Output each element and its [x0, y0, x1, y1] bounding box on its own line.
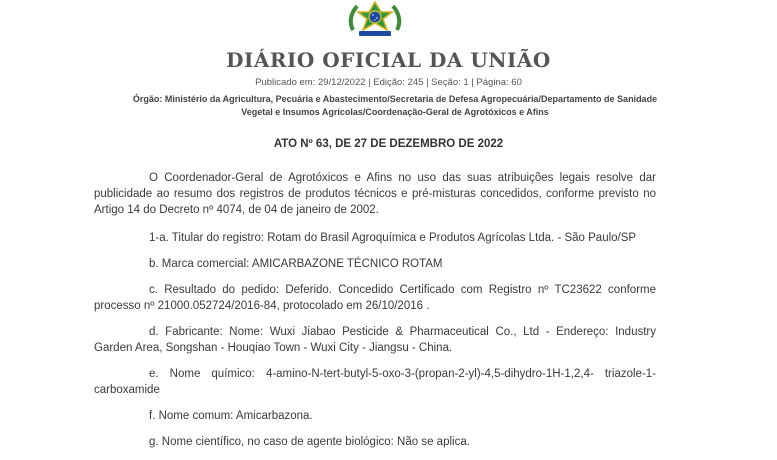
orgao-info — [95, 93, 695, 119]
paragraph-scientific-name: g. Nome científico, no caso de agente biológico: Não se aplica. — [149, 436, 470, 448]
act-body — [94, 170, 656, 460]
paragraph-chemical-name: e. Nome químico: 4-amino-N-tert-butyl-5-oxo-3-(propan-2-yl)-4,5-dihydro-1H-1,2,4- triazole-1-carboxamide — [94, 368, 656, 396]
page-title: DIÁRIO OFICIAL DA UNIÃO — [226, 48, 551, 72]
brazil-coat-of-arms-icon — [345, 0, 405, 38]
intro-paragraph: O Coordenador-Geral de Agrotóxicos e Afins no uso das suas atribuições legais resolve dar publicidade ao resumo dos registros de produtos técnicos e pré-misturas concedidos, conforme previsto no Artigo 14 do Decreto nº 4074, de 04 de janeiro de 2002. — [94, 172, 656, 216]
paragraph-registrant: 1-a. Titular do registro: Rotam do Brasil Agroquímica e Produtos Agrícolas Ltda. - São Paulo/SP — [149, 232, 637, 244]
act-title: ATO Nº 63, DE 27 DE DEZEMBRO DE 2022 — [273, 138, 504, 150]
paragraph-manufacturer: d. Fabricante: Nome: Wuxi Jiabao Pesticide & Pharmaceutical Co., Ltd - Endereço: Industry Garden Area, Songshan - Houqiao Town - Wuxi City - Jiangsu - China. — [94, 326, 656, 354]
paragraph-brand: b. Marca comercial: AMICARBAZONE TÉCNICO ROTAM — [149, 258, 443, 270]
paragraph-result: c. Resultado do pedido: Deferido. Concedido Certificado com Registro nº TC23622 conforme processo nº 21000.052724/2016-84, protocolado em 26/10/2016 . — [94, 284, 656, 312]
orgao-line-2: Vegetal e Insumos Agrícolas/Coordenação-Geral de Agrotóxicos e Afins — [241, 107, 549, 117]
orgao-line-1: Órgão: Ministério da Agricultura, Pecuária e Abastecimento/Secretaria de Defesa Agropecuária/Departamento de Sanidade — [132, 94, 658, 104]
publication-info: Publicado em: 29/12/2022 | Edição: 245 | Seção: 1 | Página: 60 — [255, 77, 522, 88]
paragraph-common-name: f. Nome comum: Amicarbazona. — [149, 410, 313, 422]
